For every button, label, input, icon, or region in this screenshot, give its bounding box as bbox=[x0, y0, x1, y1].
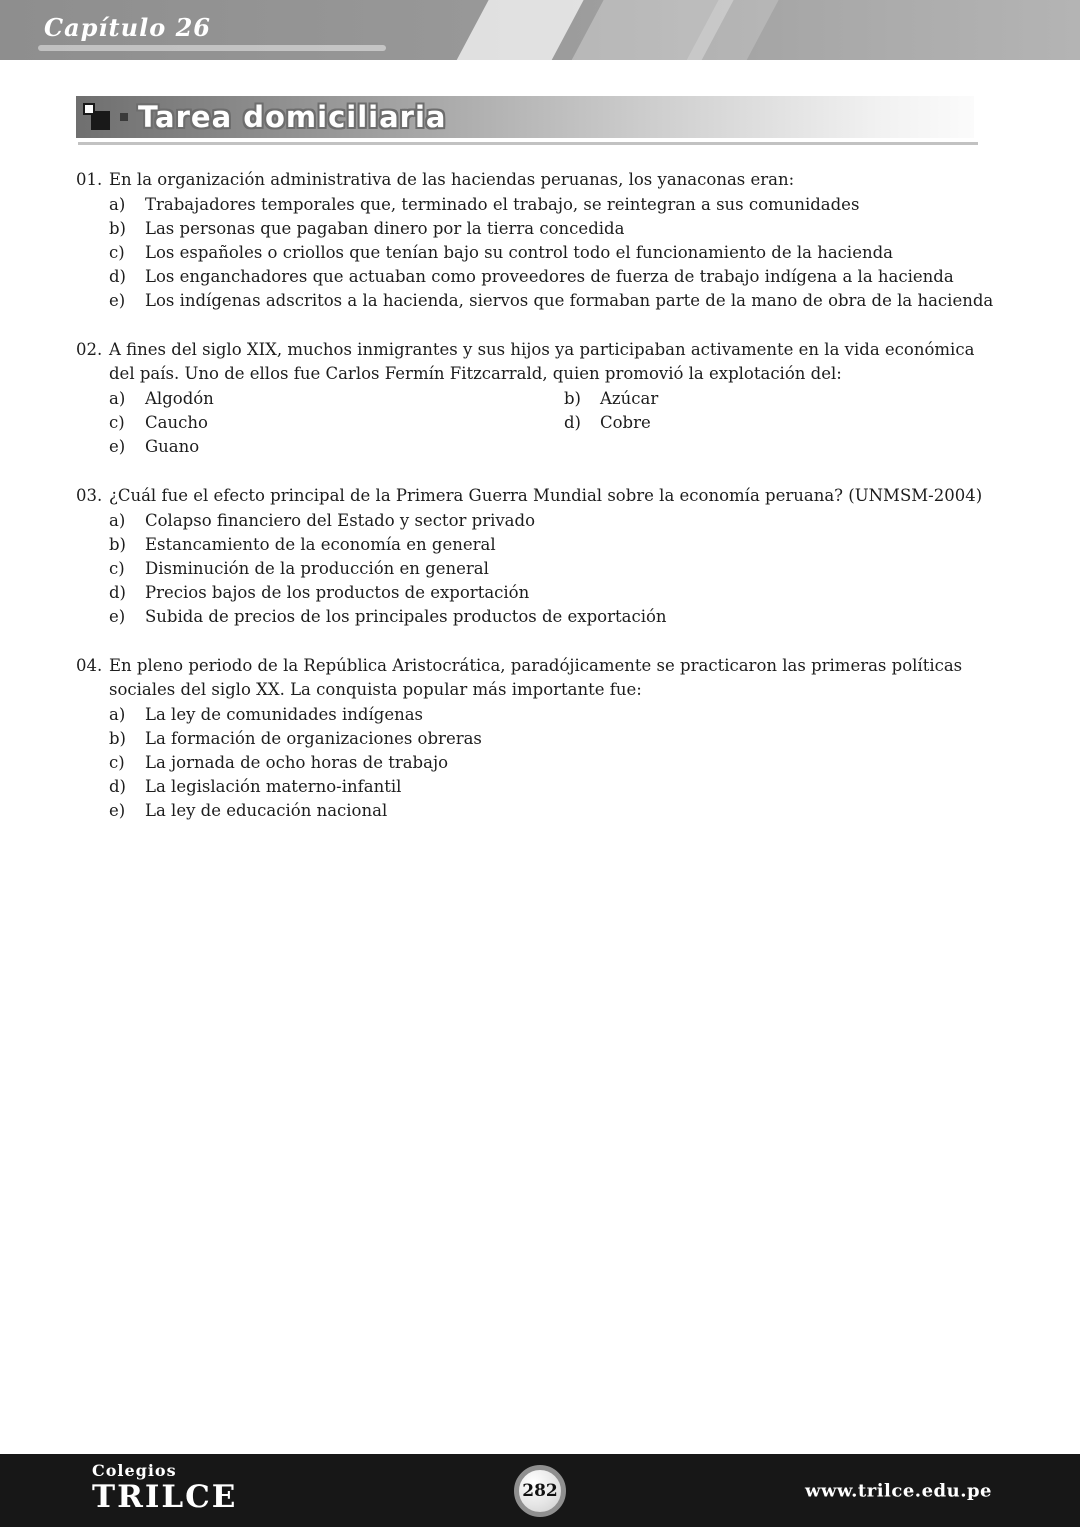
brand-logo bbox=[92, 1463, 237, 1513]
option-list bbox=[109, 387, 1000, 459]
option-text: Colapso financiero del Estado y sector privado bbox=[145, 511, 536, 530]
question-text: En pleno periodo de la República Aristocrática, paradójicamente se practicaron las primeras políticas sociales del siglo XX. La conquista popular más importante fue: bbox=[109, 656, 963, 699]
option-text: Caucho bbox=[145, 413, 208, 432]
option-b bbox=[109, 217, 1000, 241]
question-list bbox=[76, 168, 1000, 848]
option-letter: d) bbox=[109, 583, 126, 602]
option-letter: c) bbox=[109, 413, 125, 432]
square-light-icon bbox=[83, 103, 95, 115]
question-number: 01. bbox=[76, 170, 103, 189]
option-b bbox=[109, 533, 1000, 557]
option-letter: d) bbox=[109, 777, 126, 796]
option-letter: c) bbox=[109, 753, 125, 772]
option-list bbox=[109, 193, 1000, 313]
option-text: Los enganchadores que actuaban como proveedores de fuerza de trabajo indígena a la hacienda bbox=[145, 267, 954, 286]
brand-trilce: TRILCE bbox=[92, 1479, 238, 1515]
option-a bbox=[109, 509, 1000, 533]
option-a bbox=[109, 193, 1000, 217]
option-text: Azúcar bbox=[600, 389, 659, 408]
option-letter: a) bbox=[109, 195, 126, 214]
header-diagonal-decoration bbox=[446, 0, 589, 60]
option-d bbox=[109, 581, 1000, 605]
option-text: Disminución de la producción en general bbox=[145, 559, 489, 578]
option-text: La legislación materno-infantil bbox=[145, 777, 402, 796]
website-url: www.trilce.edu.pe bbox=[804, 1480, 992, 1501]
option-letter: a) bbox=[109, 705, 126, 724]
question-text: En la organización administrativa de las haciendas peruanas, los yanaconas eran: bbox=[109, 170, 795, 189]
option-text: Algodón bbox=[145, 389, 214, 408]
page-number: 282 bbox=[522, 1480, 558, 1501]
option-c bbox=[109, 751, 1000, 775]
option-letter: e) bbox=[109, 801, 126, 820]
squares-icon bbox=[82, 102, 112, 132]
option-text: Precios bajos de los productos de exportación bbox=[145, 583, 530, 602]
option-letter: d) bbox=[564, 413, 581, 432]
option-letter: e) bbox=[109, 437, 126, 456]
option-b bbox=[564, 387, 1000, 411]
option-text: Estancamiento de la economía en general bbox=[145, 535, 496, 554]
option-letter: c) bbox=[109, 559, 125, 578]
question-text: A fines del siglo XIX, muchos inmigrantes y sus hijos ya participaban activamente en la vida económica del país. Uno de ellos fue Carlos Fermín Fitzcarrald, quien promovió la explotación del: bbox=[109, 340, 975, 383]
square-bullet-icon bbox=[120, 113, 128, 121]
option-text: La jornada de ocho horas de trabajo bbox=[145, 753, 449, 772]
option-text: La formación de organizaciones obreras bbox=[145, 729, 482, 748]
option-c bbox=[109, 411, 564, 435]
option-d bbox=[564, 411, 1000, 435]
option-c bbox=[109, 557, 1000, 581]
question-number: 04. bbox=[76, 656, 103, 675]
option-text: Guano bbox=[145, 437, 200, 456]
option-e bbox=[109, 799, 1000, 823]
option-list bbox=[109, 703, 1000, 823]
option-e bbox=[109, 435, 564, 459]
option-e bbox=[109, 605, 1000, 629]
question-number: 02. bbox=[76, 340, 103, 359]
page-footer bbox=[0, 1454, 1080, 1527]
option-a bbox=[109, 703, 1000, 727]
option-list bbox=[109, 509, 1000, 629]
homework-banner bbox=[76, 96, 974, 138]
option-text: Trabajadores temporales que, terminado el trabajo, se reintegran a sus comunidades bbox=[145, 195, 860, 214]
page-number-badge bbox=[514, 1465, 566, 1517]
option-e bbox=[109, 289, 1000, 313]
banner-title: Tarea domiciliaria bbox=[138, 100, 447, 134]
option-text: Las personas que pagaban dinero por la tierra concedida bbox=[145, 219, 625, 238]
option-text: Los indígenas adscritos a la hacienda, siervos que formaban parte de la mano de obra de la hacienda bbox=[145, 291, 994, 310]
option-letter: a) bbox=[109, 511, 126, 530]
option-text: Cobre bbox=[600, 413, 651, 432]
option-b bbox=[109, 727, 1000, 751]
question-01 bbox=[76, 168, 1000, 313]
option-text: La ley de educación nacional bbox=[145, 801, 388, 820]
option-letter: d) bbox=[109, 267, 126, 286]
option-text: Los españoles o criollos que tenían bajo su control todo el funcionamiento de la hacienda bbox=[145, 243, 893, 262]
option-letter: b) bbox=[564, 389, 581, 408]
option-letter: e) bbox=[109, 607, 126, 626]
option-text: La ley de comunidades indígenas bbox=[145, 705, 424, 724]
option-c bbox=[109, 241, 1000, 265]
option-letter: b) bbox=[109, 535, 126, 554]
option-d bbox=[109, 775, 1000, 799]
question-number: 03. bbox=[76, 486, 103, 505]
option-text: Subida de precios de los principales productos de exportación bbox=[145, 607, 667, 626]
option-letter: b) bbox=[109, 219, 126, 238]
question-02 bbox=[76, 338, 1000, 459]
option-a bbox=[109, 387, 564, 411]
brand-colegios: Colegios bbox=[92, 1461, 177, 1480]
chapter-title-underline bbox=[38, 45, 386, 51]
option-letter: e) bbox=[109, 291, 126, 310]
chapter-title: Capítulo 26 bbox=[44, 13, 211, 42]
question-text: ¿Cuál fue el efecto principal de la Primera Guerra Mundial sobre la economía peruana? (UNMSM-2004) bbox=[109, 486, 983, 505]
question-03 bbox=[76, 484, 1000, 629]
option-letter: b) bbox=[109, 729, 126, 748]
option-d bbox=[109, 265, 1000, 289]
option-letter: a) bbox=[109, 389, 126, 408]
option-letter: c) bbox=[109, 243, 125, 262]
question-04 bbox=[76, 654, 1000, 823]
chapter-header bbox=[0, 0, 1080, 60]
